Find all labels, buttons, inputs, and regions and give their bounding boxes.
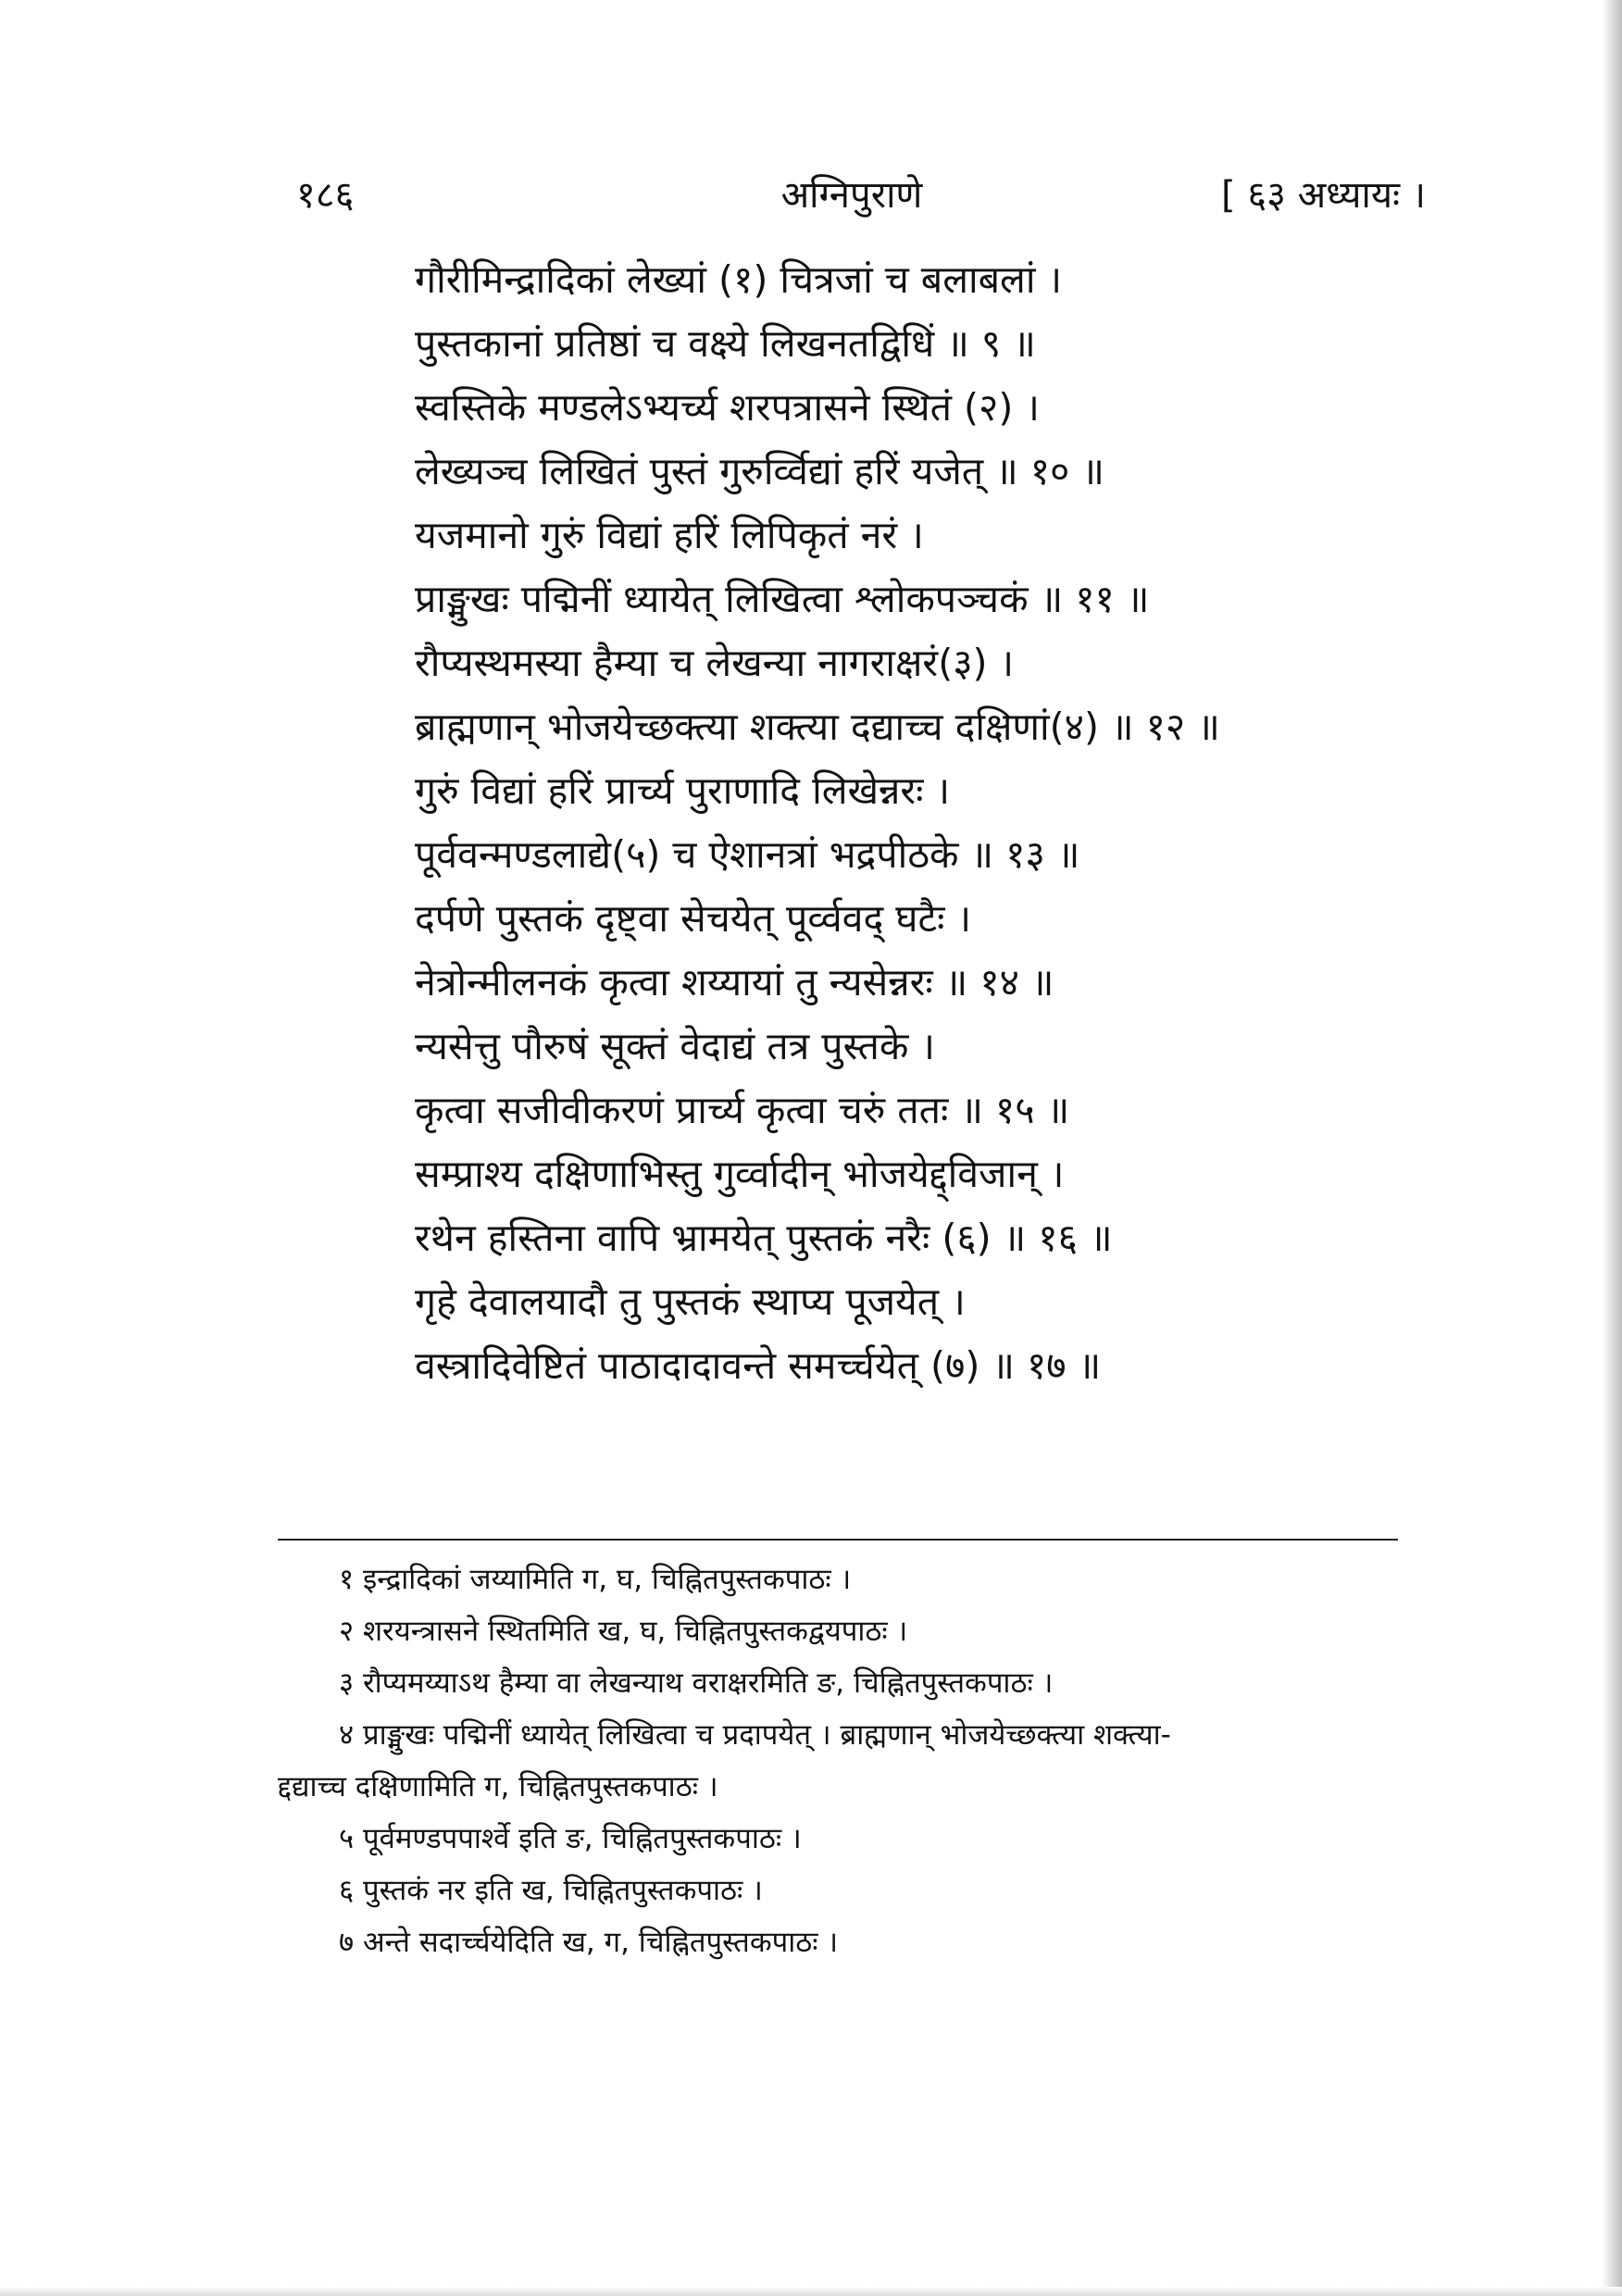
footnote: १ इन्द्रादिकां जय्यामिति ग, घ, चिह्नितपुस्तकपाठः । [339,1563,852,1596]
footnote: ४ प्राङ्मुखः पद्मिनीं ध्यायेत् लिखित्वा च प्रदापयेत् । ब्राह्मणान् भोजयेच्छक्त्या शक्त्या- [339,1718,1171,1752]
verse-line: लेख्यञ्च लिखितं पुस्तं गुरुर्व्विद्यां हरिं यजेत् ॥ १० ॥ [415,449,1104,493]
verse-line: ब्राह्मणान् भोजयेच्छक्त्या शक्त्या दद्याच्च दक्षिणां(४) ॥ १२ ॥ [415,705,1220,749]
verse-line: वस्त्रादिवेष्टितं पाठादादावन्ते समर्च्चयेत् (७) ॥ १७ ॥ [415,1343,1102,1388]
page-header [278,163,1426,228]
verse-line: स्वस्तिके मण्डलेऽभ्यर्च्य शरपत्रासने स्थितं (२) । [415,385,1040,430]
verse-line: नेत्रोन्मीलनकं कृत्वा शय्यायां तु न्यसेन्नरः ॥ १४ ॥ [415,960,1054,1004]
verse-line: पुस्तकानां प्रतिष्ठां च वक्ष्ये लिखनतद्विधिं ॥ ९ ॥ [415,321,1036,366]
footnote: ५ पूर्वमण्डपपार्श्वे इति ङ, चिह्नितपुस्तकपाठः । [339,1822,802,1855]
footnote-continuation: द्दद्याच्च दक्षिणामिति ग, चिह्नितपुस्तकपाठः । [278,1770,718,1803]
footnotes [278,1554,1407,1968]
footnote: ३ रौप्यमय्याऽथ हैम्या वा लेखन्याथ वराक्षरमिति ङ, चिह्नितपुस्तकपाठः । [339,1666,1054,1700]
running-title: अग्निपुराणे [780,174,923,217]
chapter-label: [ ६३ अध्यायः । [1221,174,1426,217]
page-bottom-shadow [0,2287,1622,2296]
verse-line: न्यसेत्तु पौरुषं सूक्तं वेदाद्यं तत्र पुस्तके । [415,1024,935,1068]
verse-line: सम्प्राश्य दक्षिणाभिस्तु गुर्व्वादीन् भोजयेद्द्विजान् । [415,1152,1065,1196]
page-edge-shadow [1602,0,1622,2296]
verse-line: यजमानो गुरुं विद्यां हरिं लिपिकृतं नरं । [415,513,924,557]
footnote-divider [278,1539,1398,1541]
verse-line: कृत्वा सजीवीकरणं प्रार्च्य कृत्वा चरुं ततः ॥ १५ ॥ [415,1088,1070,1132]
verse-line: दर्पणे पुस्तकं दृष्ट्वा सेचयेत् पूर्व्ववद् घटैः । [415,896,972,941]
footnote: २ शरयन्त्रासने स्थितमिति ख, घ, चिह्नितपुस्तकद्वयपाठः । [339,1615,908,1648]
verse-line: रथेन हस्तिना वापि भ्रामयेत् पुस्तकं नरैः (६) ॥ १६ ॥ [415,1216,1113,1260]
footnote: ७ अन्ते सदार्च्चयेदिति ख, ग, चिह्नितपुस्तकपाठः । [339,1926,839,1959]
verse-line: गुरुं विद्यां हरिं प्रार्च्य पुराणादि लिखेन्नरः । [415,768,951,813]
verse-line: रौप्यस्थमस्या हैम्या च लेखन्या नागराक्षरं(३) । [415,641,1015,685]
verse-line: पूर्ववन्मण्डलाद्ये(५) च ऐशानत्रां भद्रपीठके ॥ १३ ॥ [415,832,1080,877]
verse-line: गौरीमिन्द्रादिकां लेख्यां (१) चित्रजां च बलाबलां । [415,257,1063,302]
verse-line: गृहे देवालयादौ तु पुस्तकं स्थाप्य पूजयेत् । [415,1279,966,1324]
verse-block [415,248,1415,1398]
footnote: ६ पुस्तकं नर इति ख, चिह्नितपुस्तकपाठः । [339,1874,763,1907]
page-number: १८६ [296,174,355,217]
verse-line: प्राङ्मुखः पद्मिनीं ध्यायेत् लिखित्वा श्लोकपञ्चकं ॥ ११ ॥ [415,577,1150,621]
